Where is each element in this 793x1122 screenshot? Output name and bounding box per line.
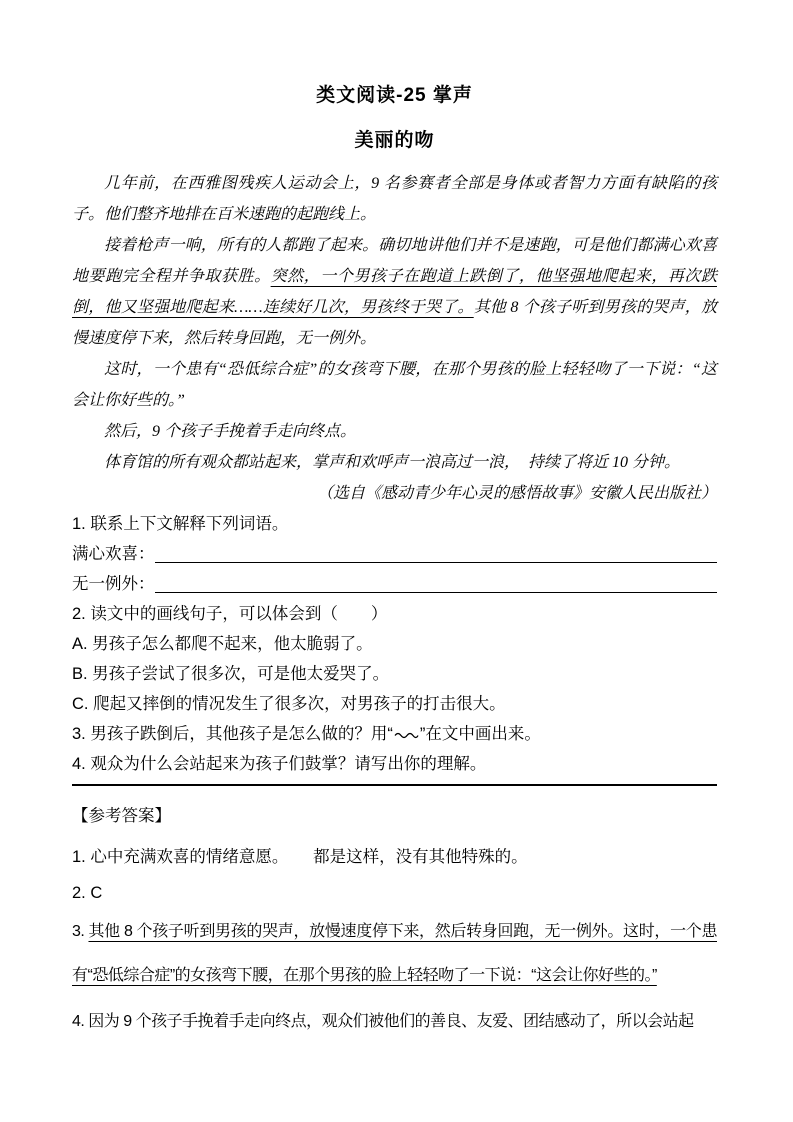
question-1-blank-row-2 xyxy=(72,569,717,599)
reading-passage xyxy=(72,168,717,509)
question-2-option-b: B. 男孩子尝试了很多次，可是他太爱哭了。 xyxy=(72,665,390,683)
paragraph-2-text-before: 接着枪声一响，所有的人都跑了起来。确切地讲他们并不是速跑，可是他们都满心欢喜地要跑完全程并争取获胜。 xyxy=(72,237,717,285)
question-2-option-c: C. 爬起又摔倒的情况发生了很多次，对男孩子的打击很大。 xyxy=(72,695,506,713)
underlined-sentence: 突然，一个男孩子在跑道上跌倒了，他坚强地爬起来，再次跌倒，他又坚强地爬起来……连续好几次，男孩终于哭了。 xyxy=(72,268,717,316)
page-title: 类文阅读-25 掌声 xyxy=(316,85,473,106)
questions-section xyxy=(72,509,717,779)
question-2-option-a: A. 男孩子怎么都爬不起来，他太脆弱了。 xyxy=(72,635,373,653)
passage-paragraph-1: 几年前，在西雅图残疾人运动会上，9 名参赛者全部是身体或者智力方面有缺陷的孩子。他们整齐地排在百米速跑的起跑线上。 xyxy=(72,175,717,223)
passage-title: 美丽的吻 xyxy=(354,130,435,151)
passage-paragraph-4: 然后，9 个孩子手挽着手走向终点。 xyxy=(104,423,357,440)
section-divider xyxy=(72,784,717,786)
passage-paragraph-3: 这时，一个患有“恐低综合症”的女孩弯下腰，在那个男孩的脸上轻轻吻了一下说：“这会让你好些的。” xyxy=(72,361,717,409)
paragraph-2-text-after: 其他 8 个孩子听到男孩的哭声，放慢速度停下来，然后转身回跑，无一例外。 xyxy=(72,299,717,347)
term-label-1: 满心欢喜： xyxy=(72,545,155,563)
answer-3-number: 3. xyxy=(72,923,89,940)
question-3-text-before: 3. 男孩子跌倒后，其他孩子是怎么做的？用“ xyxy=(72,725,393,743)
answer-blank-line-1[interactable] xyxy=(155,539,718,563)
wavy-line-icon xyxy=(394,719,419,749)
question-2: 2. 读文中的画线句子，可以体会到（ ） xyxy=(72,605,388,623)
term-label-2: 无一例外： xyxy=(72,575,155,593)
question-1-blank-row-1 xyxy=(72,539,717,569)
answer-1: 1. 心中充满欢喜的情绪意愿。 都是这样，没有其他特殊的。 xyxy=(72,848,528,866)
answer-key-header: 【参考答案】 xyxy=(72,807,171,825)
answer-blank-line-2[interactable] xyxy=(155,569,718,593)
question-1: 1. 联系上下文解释下列词语。 xyxy=(72,515,289,533)
question-4: 4. 观众为什么会站起来为孩子们鼓掌？请写出你的理解。 xyxy=(72,755,487,773)
answer-3 xyxy=(72,910,717,998)
question-3 xyxy=(72,719,717,749)
passage-paragraph-5: 体育馆的所有观众都站起来，掌声和欢呼声一浪高过一浪， 持续了将近 10 分钟。 xyxy=(104,454,681,471)
question-3-text-after: ”在文中画出来。 xyxy=(419,725,541,743)
answer-2: 2. C xyxy=(72,884,103,902)
answer-3-underlined-text: 其他 8 个孩子听到男孩的哭声，放慢速度停下来，然后转身回跑，无一例外。这时，一个患有“恐低综合症”的女孩弯下腰，在那个男孩的脸上轻轻吻了一下说：“这会让你好些的。” xyxy=(72,923,717,984)
answer-4: 4. 因为 9 个孩子手挽着手走向终点，观众们被他们的善良、友爱、团结感动了，所以会站起 xyxy=(72,1013,694,1030)
passage-paragraph-2 xyxy=(72,230,717,354)
answer-key-section xyxy=(72,801,717,1044)
source-attribution: （选自《感动青少年心灵的感悟故事》安徽人民出版社） xyxy=(316,485,717,502)
